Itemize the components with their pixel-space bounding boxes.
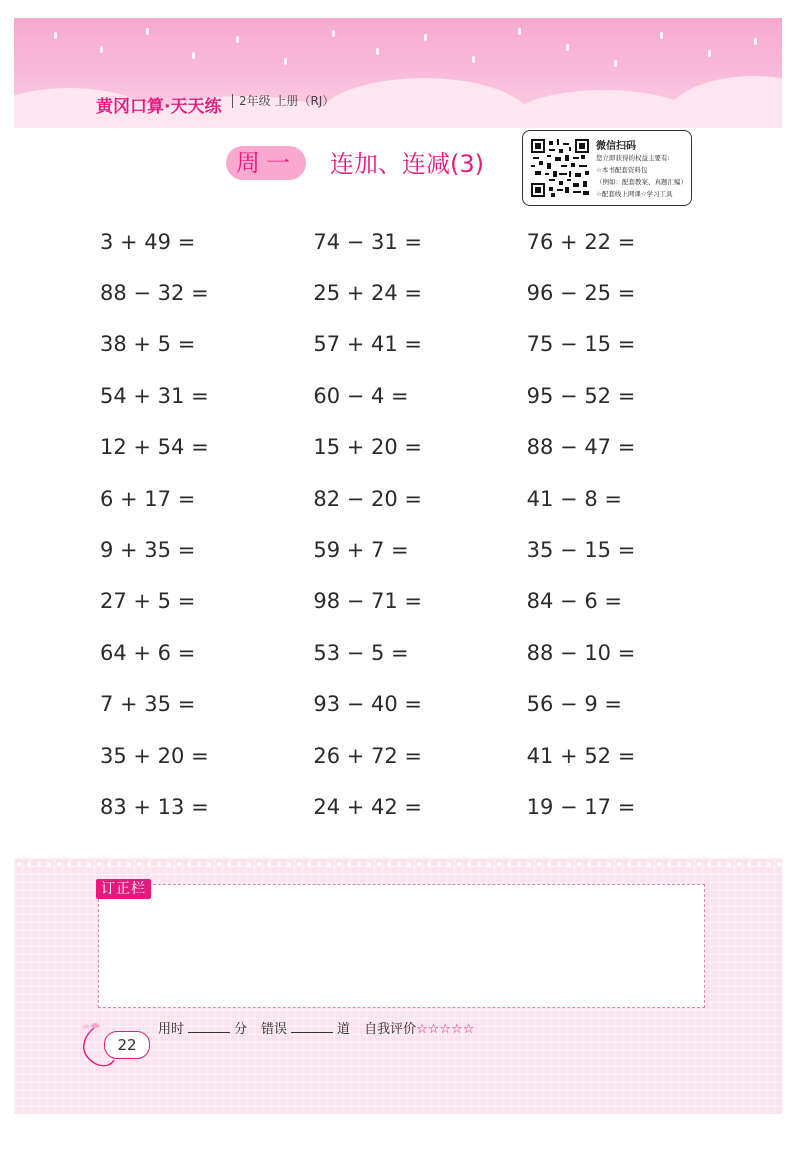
exercise-row: [100, 216, 740, 267]
exercise-item: 3 + 49 =: [100, 229, 196, 254]
qr-line: （例如：配套教案、真题汇编）: [596, 178, 687, 186]
qr-line: 您立即获得的权益主要有:: [596, 154, 670, 162]
exercise-row: [100, 576, 740, 627]
exercise-item: 41 − 8 =: [526, 486, 622, 511]
qr-line: ☆配套线上网课☆学习工具: [596, 190, 673, 198]
qr-line: ☆本书配套资料包: [596, 166, 648, 174]
exercise-item: 88 − 32 =: [100, 281, 209, 306]
exercise-row: [100, 473, 740, 524]
exercise-row: [100, 319, 740, 370]
exercise-item: 15 + 20 =: [313, 435, 422, 460]
page-number: 22: [104, 1031, 150, 1059]
decorative-dot-border: [14, 860, 782, 868]
exercise-row: [100, 627, 740, 678]
exercise-item: 26 + 72 =: [313, 743, 422, 768]
exercise-item: 35 + 20 =: [100, 743, 209, 768]
exercise-item: 19 − 17 =: [526, 794, 636, 819]
exercise-item: 6 + 17 =: [100, 486, 196, 511]
correction-box: [98, 884, 705, 1008]
exercise-item: 59 + 7 =: [313, 538, 409, 563]
exercise-item: 88 − 10 =: [526, 640, 636, 665]
error-label: 错误: [261, 1022, 288, 1037]
grade-label: 2年级 上册（RJ）: [232, 94, 334, 108]
exercise-row: [100, 370, 740, 421]
exercise-row: [100, 422, 740, 473]
correction-label: 订正栏: [96, 879, 151, 899]
exercise-item: 95 − 52 =: [526, 383, 636, 408]
qr-code-box: [522, 130, 692, 206]
exercise-row: [100, 524, 740, 575]
page-title: 连加、连减(3): [330, 150, 484, 178]
exercise-item: 84 − 6 =: [526, 589, 622, 614]
exercise-item: 96 − 25 =: [526, 281, 636, 306]
exercise-item: 54 + 31 =: [100, 383, 209, 408]
exercise-item: 88 − 47 =: [526, 435, 636, 460]
exercise-row: [100, 679, 740, 730]
exercise-item: 27 + 5 =: [100, 589, 196, 614]
exercise-item: 7 + 35 =: [100, 692, 196, 717]
exercise-item: 53 − 5 =: [313, 640, 409, 665]
time-blank: [188, 1032, 230, 1033]
exercise-item: 24 + 42 =: [313, 794, 422, 819]
qr-title: 微信扫码: [596, 141, 636, 152]
brand-logo-text: 黄冈口算·天天练: [96, 97, 222, 117]
error-blank: [291, 1032, 333, 1033]
self-eval-label: 自我评价: [364, 1022, 417, 1037]
item-unit: 道: [337, 1022, 351, 1037]
exercise-item: 12 + 54 =: [100, 435, 209, 460]
exercise-item: 9 + 35 =: [100, 538, 196, 563]
exercise-item: 83 + 13 =: [100, 794, 209, 819]
exercise-item: 98 − 71 =: [313, 589, 422, 614]
exercise-grid: [100, 216, 740, 833]
exercise-item: 60 − 4 =: [313, 383, 409, 408]
exercise-item: 56 − 9 =: [526, 692, 622, 717]
time-label: 用时: [158, 1022, 185, 1037]
minute-unit: 分: [234, 1022, 248, 1037]
exercise-item: 41 + 52 =: [526, 743, 636, 768]
exercise-item: 93 − 40 =: [313, 692, 422, 717]
exercise-row: [100, 267, 740, 318]
rating-stars: ☆☆☆☆☆: [416, 1022, 475, 1037]
exercise-item: 64 + 6 =: [100, 640, 196, 665]
qr-code-icon: [531, 139, 589, 197]
exercise-item: 25 + 24 =: [313, 281, 422, 306]
exercise-row: [100, 781, 740, 832]
exercise-item: 76 + 22 =: [526, 229, 636, 254]
exercise-item: 75 − 15 =: [526, 332, 636, 357]
exercise-item: 38 + 5 =: [100, 332, 196, 357]
day-badge: 周一: [226, 146, 306, 180]
exercise-item: 35 − 15 =: [526, 538, 636, 563]
exercise-item: 57 + 41 =: [313, 332, 422, 357]
exercise-item: 82 − 20 =: [313, 486, 422, 511]
exercise-item: 74 − 31 =: [313, 229, 422, 254]
exercise-row: [100, 730, 740, 781]
footer-record-line: [158, 1018, 474, 1037]
